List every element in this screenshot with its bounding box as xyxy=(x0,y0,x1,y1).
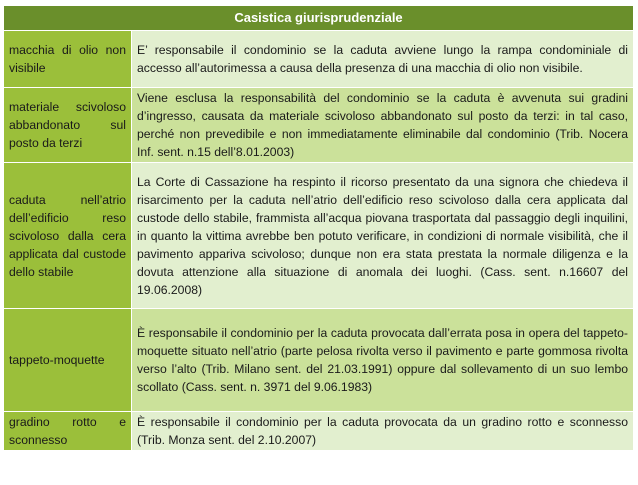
case-description: E’ responsabile il condominio se la caduta avviene lungo la rampa condominiale di accesso all’autorimessa a causa della presenza di una macchia di olio non visibile. xyxy=(132,31,634,88)
case-label: materiale scivoloso abbandonato sul posto da terzi xyxy=(4,88,132,163)
table-row xyxy=(4,412,634,451)
table-row xyxy=(4,88,634,163)
table-header-row xyxy=(4,6,634,31)
case-description: È responsabile il condominio per la caduta provocata dall’errata posa in opera del tappeto-moquette situato nell’atrio (parte pelosa rivolta verso il pavimento e parte gommosa rivolta verso l’alto (Trib. Milano sent. del 21.03.1991) oppure dal sollevamento di un suo lembo scollato (Cass. sent. n. 3971 del 9.06.1983) xyxy=(132,309,634,412)
case-label: gradino rotto e sconnesso xyxy=(4,412,132,451)
table-row xyxy=(4,31,634,88)
case-label: tappeto-moquette xyxy=(4,309,132,412)
case-label: macchia di olio non visibile xyxy=(4,31,132,88)
case-law-table xyxy=(3,5,634,451)
table-row xyxy=(4,309,634,412)
table-row xyxy=(4,163,634,309)
case-description: Viene esclusa la responsabilità del condominio se la caduta è avvenuta sui gradini d’ingresso, causata da materiale scivoloso abbandonato sul posto da terzi: in tal caso, perché non prevedibile e non immediatamente eliminabile dal condominio (Trib. Nocera Inf. sent. n.15 dell’8.01.2003) xyxy=(132,88,634,163)
case-description: La Corte di Cassazione ha respinto il ricorso presentato da una signora che chiedeva il risarcimento per la caduta nell’atrio dell’edificio reso scivoloso dalla cera applicata dal custode dello stabile, frammista all’acqua piovana trasportata dal passaggio degli inquilini, in quanto la vittima avrebbe ben potuto verificare, in condizioni di normale visibilità, che il pavimento appariva scivoloso; dunque non era stata prestata la normale diligenza e la dovuta attenzione alla situazione di anomala dei luoghi. (Cass. sent. n.16607 del 19.06.2008) xyxy=(132,163,634,309)
case-description: È responsabile il condominio per la caduta provocata da un gradino rotto e sconnesso (Trib. Monza sent. del 2.10.2007) xyxy=(132,412,634,451)
case-label: caduta nell’atrio dell’edificio reso scivoloso dalla cera applicata dal custode dello stabile xyxy=(4,163,132,309)
table-title: Casistica giurisprudenziale xyxy=(4,6,634,31)
